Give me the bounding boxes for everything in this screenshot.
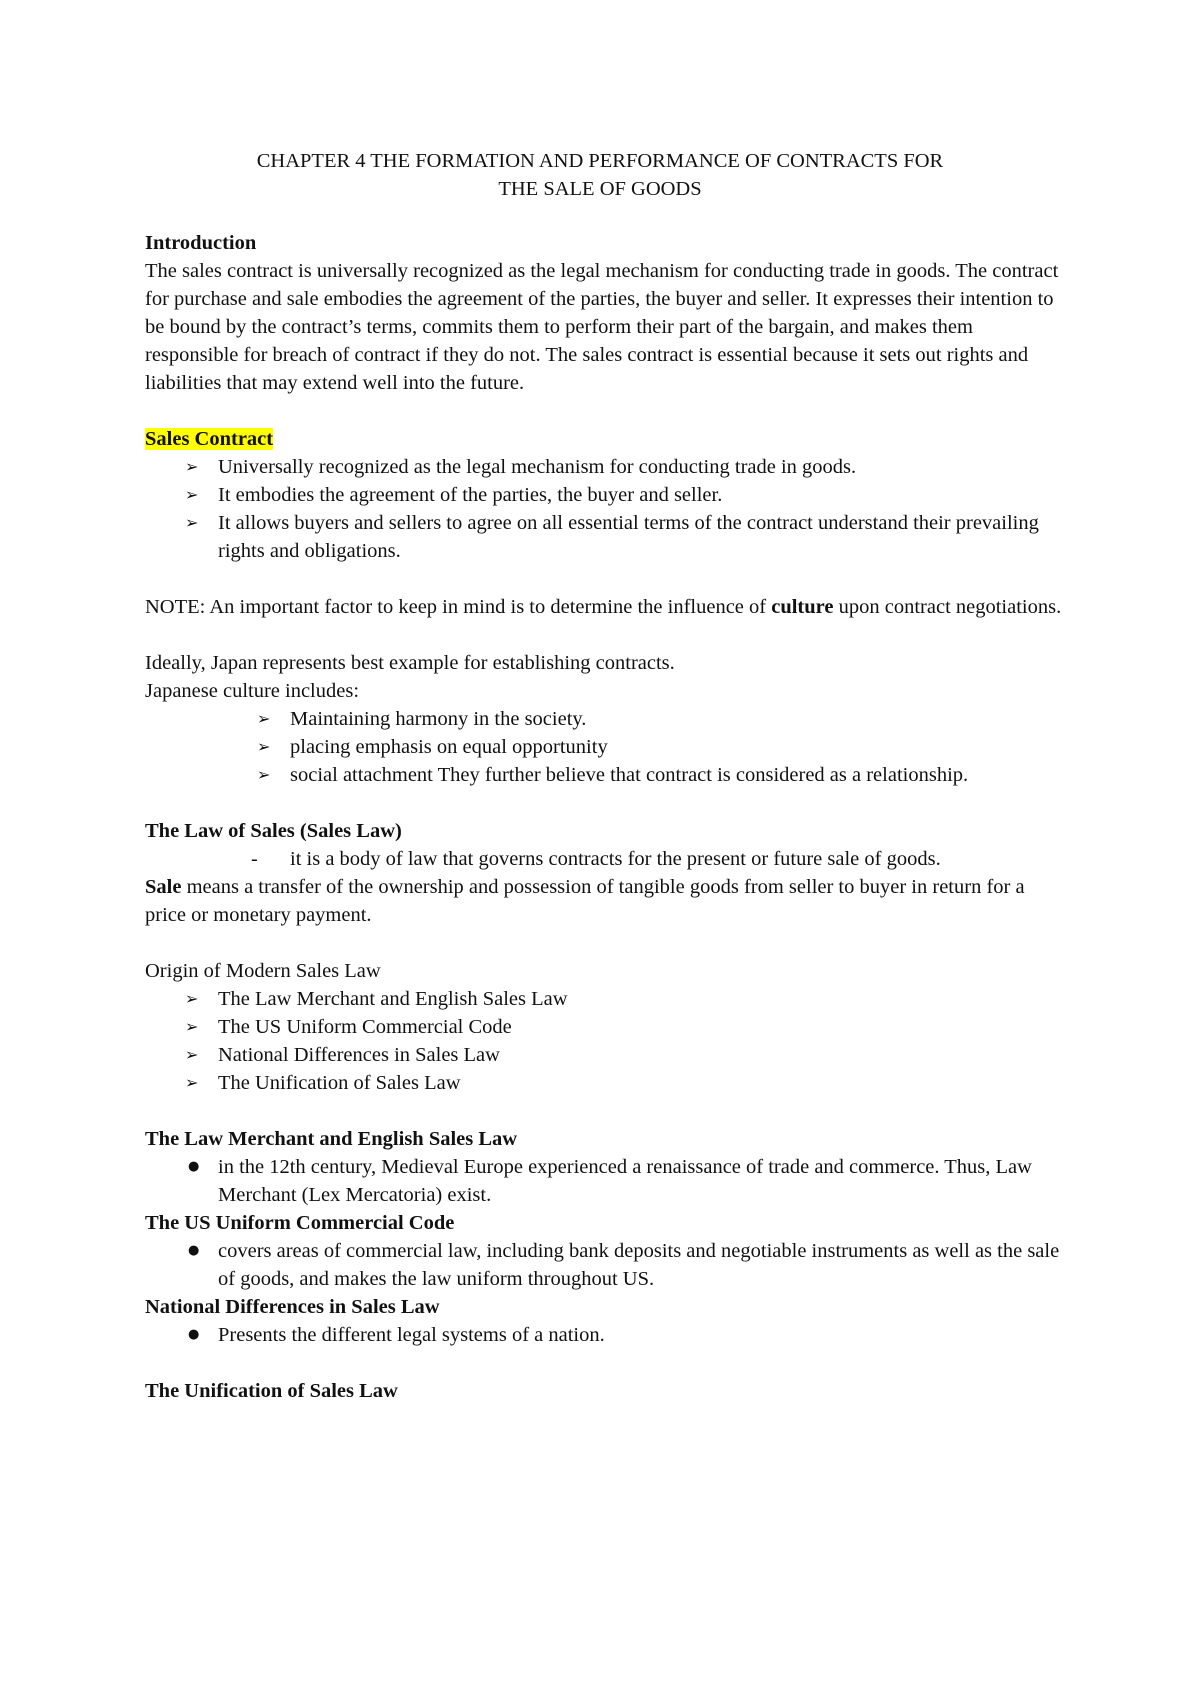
list-item: ● Presents the different legal systems of a nation. <box>145 1321 1065 1349</box>
list-item: ● in the 12th century, Medieval Europe experienced a renaissance of trade and commerce. Thus, Law Merchant (Lex Mercatoria) exist. <box>145 1153 1065 1209</box>
dot-bullet-icon: ● <box>188 1159 200 1174</box>
sales-contract-heading <box>145 425 1065 453</box>
list-item: ➢ Maintaining harmony in the society. <box>145 705 1065 733</box>
list-item: ● covers areas of commercial law, including bank deposits and negotiable instruments as well as the sale of goods, and makes the law uniform throughout US. <box>145 1237 1065 1293</box>
chapter-title-line-2: THE SALE OF GOODS <box>498 178 702 200</box>
arrow-bullet-icon: ➢ <box>185 485 199 504</box>
japan-line-1: Ideally, Japan represents best example for establishing contracts. <box>145 652 675 674</box>
sales-contract-heading-highlight: Sales Contract <box>145 428 274 450</box>
arrow-bullet-icon: ➢ <box>185 457 199 476</box>
list-item: ➢ social attachment They further believe that contract is considered as a relationship. <box>145 761 1065 789</box>
japan-line-2: Japanese culture includes: <box>145 680 360 702</box>
national-differences-heading: National Differences in Sales Law <box>145 1296 440 1318</box>
ucc-heading: The US Uniform Commercial Code <box>145 1212 455 1234</box>
list-item: ➢ It embodies the agreement of the parties, the buyer and seller. <box>145 481 1065 509</box>
arrow-bullet-icon: ➢ <box>185 513 199 532</box>
law-of-sales-heading: The Law of Sales (Sales Law) <box>145 820 402 842</box>
arrow-bullet-icon: ➢ <box>257 765 271 784</box>
national-differences-list <box>145 1321 1065 1349</box>
list-item: ➢ Universally recognized as the legal mechanism for conducting trade in goods. <box>145 453 1065 481</box>
sale-definition: Sale means a transfer of the ownership and possession of tangible goods from seller to buyer in return for a price or monetary payment. <box>145 876 1025 926</box>
ucc-list <box>145 1237 1065 1293</box>
law-merchant-list <box>145 1153 1065 1209</box>
arrow-bullet-icon: ➢ <box>257 737 271 756</box>
introduction-paragraph: The sales contract is universally recognized as the legal mechanism for conducting trade in goods. The contract for purchase and sale embodies the agreement of the parties, the buyer and seller. It expresses their intention to be bound by the contract’s terms, commits them to perform their part of the bargain, and makes them responsible for breach of contract if they do not. The sales contract is essential because it sets out rights and liabilities that may extend well into the future. <box>145 260 1059 394</box>
list-item: ➢ National Differences in Sales Law <box>145 1041 1065 1069</box>
document-body <box>145 229 1065 1405</box>
arrow-bullet-icon: ➢ <box>185 1017 199 1036</box>
list-item: ➢ It allows buyers and sellers to agree on all essential terms of the contract understand their prevailing rights and obligations. <box>145 509 1065 565</box>
chapter-title-line-1: CHAPTER 4 THE FORMATION AND PERFORMANCE OF CONTRACTS FOR <box>256 150 944 172</box>
dot-bullet-icon: ● <box>188 1327 200 1342</box>
japanese-culture-list <box>145 705 1065 789</box>
note-bold-culture: culture <box>771 596 834 618</box>
sale-bold-term: Sale <box>145 876 182 898</box>
origin-list <box>145 985 1065 1097</box>
unification-heading: The Unification of Sales Law <box>145 1380 398 1402</box>
law-merchant-heading: The Law Merchant and English Sales Law <box>145 1128 518 1150</box>
arrow-bullet-icon: ➢ <box>185 989 199 1008</box>
list-item: ➢ placing emphasis on equal opportunity <box>145 733 1065 761</box>
list-item: ➢ The US Uniform Commercial Code <box>145 1013 1065 1041</box>
dot-bullet-icon: ● <box>188 1243 200 1258</box>
dash-bullet-icon: - <box>251 848 258 870</box>
arrow-bullet-icon: ➢ <box>185 1073 199 1092</box>
note-paragraph: NOTE: An important factor to keep in mind is to determine the influence of culture upon contract negotiations. <box>145 596 1062 618</box>
law-of-sales-dash-item: - it is a body of law that governs contracts for the present or future sale of goods. <box>145 845 1065 873</box>
arrow-bullet-icon: ➢ <box>257 709 271 728</box>
origin-heading: Origin of Modern Sales Law <box>145 960 381 982</box>
introduction-heading: Introduction <box>145 232 257 254</box>
sales-contract-list <box>145 453 1065 565</box>
list-item: ➢ The Unification of Sales Law <box>145 1069 1065 1097</box>
list-item: ➢ The Law Merchant and English Sales Law <box>145 985 1065 1013</box>
chapter-title <box>145 147 1055 203</box>
arrow-bullet-icon: ➢ <box>185 1045 199 1064</box>
